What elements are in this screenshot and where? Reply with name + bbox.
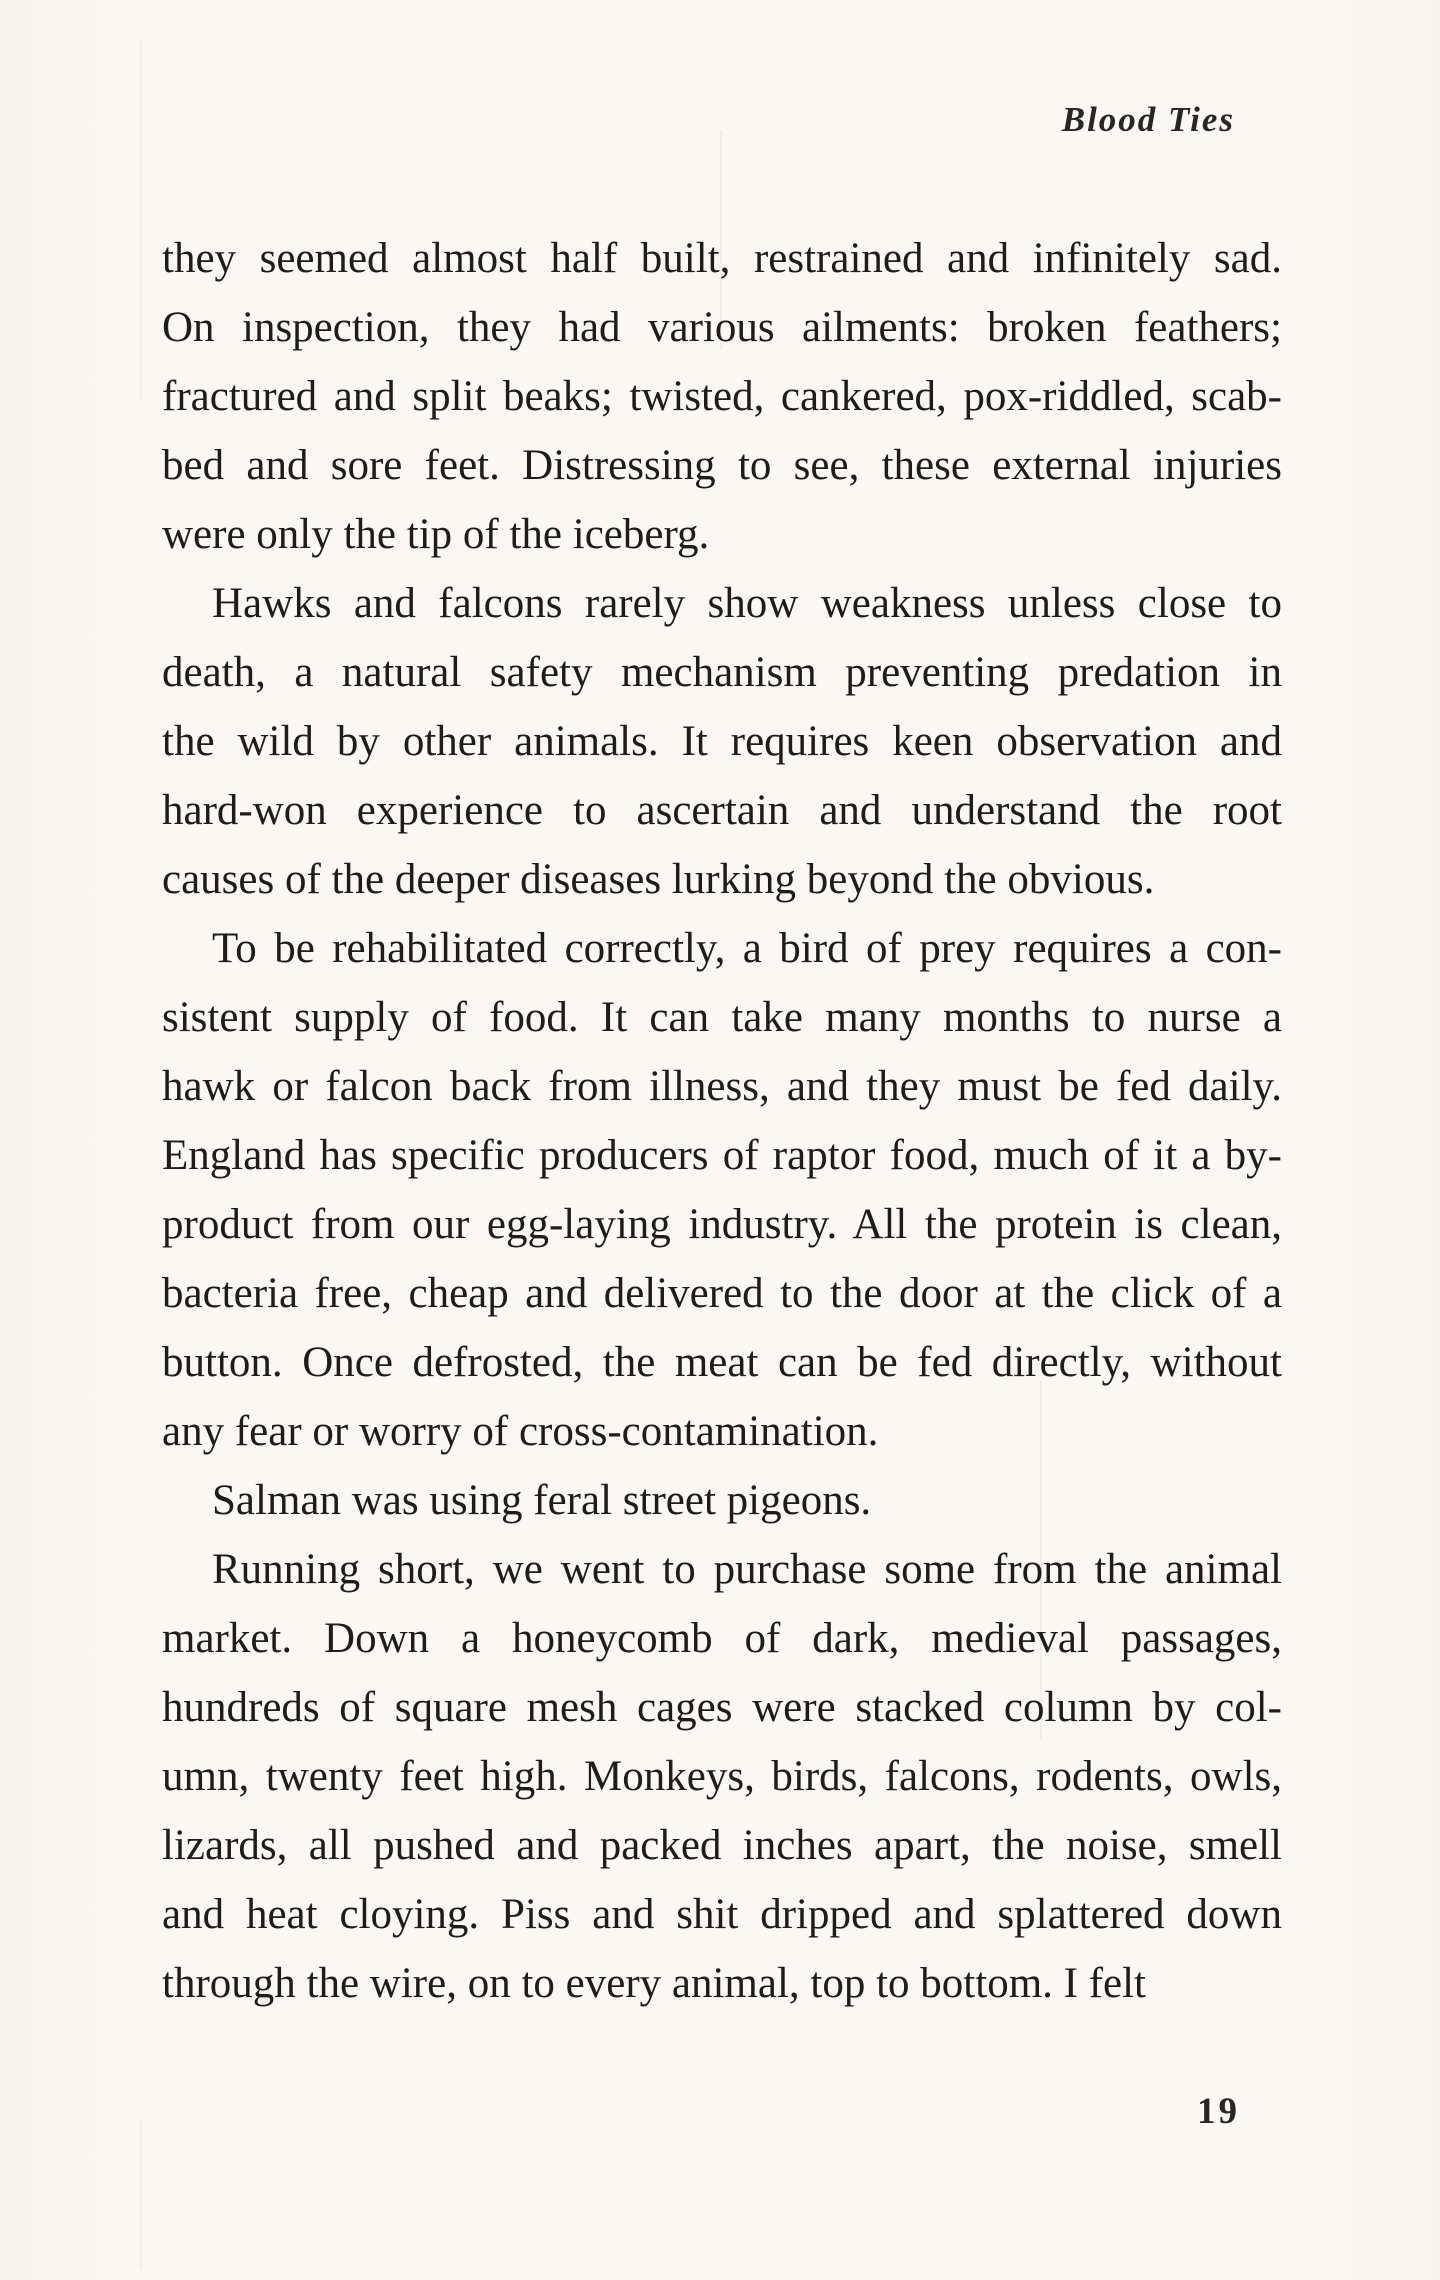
text-line: Salman was using feral street pigeons. bbox=[212, 1477, 872, 1524]
text-line: product from our egg-laying industry. All the protein is clean, bbox=[162, 1201, 1282, 1248]
text-line: causes of the deeper diseases lurking beyond the obvious. bbox=[162, 856, 1155, 903]
text-line: and heat cloying. Piss and shit dripped and splattered down bbox=[162, 1891, 1282, 1938]
text-line: hard-won experience to ascertain and understand the root bbox=[162, 787, 1282, 834]
text-line: any fear or worry of cross-contamination. bbox=[162, 1408, 879, 1455]
text-line: through the wire, on to every animal, top to bottom. I felt bbox=[162, 1960, 1147, 2007]
text-line: sistent supply of food. It can take many months to nurse a bbox=[162, 994, 1282, 1041]
text-line: On inspection, they had various ailments: broken feathers; bbox=[162, 304, 1282, 351]
text-line: market. Down a honeycomb of dark, medieval passages, bbox=[162, 1615, 1282, 1662]
text-line: bacteria free, cheap and delivered to the door at the click of a bbox=[162, 1270, 1282, 1317]
text-line: umn, twenty feet high. Monkeys, birds, falcons, rodents, owls, bbox=[162, 1753, 1282, 1800]
text-line: death, a natural safety mechanism preventing predation in bbox=[162, 649, 1282, 696]
paragraph bbox=[162, 1535, 1282, 2018]
running-head: Blood Ties bbox=[1061, 100, 1235, 139]
show-through-mark bbox=[140, 2120, 142, 2270]
text-line: they seemed almost half built, restrained and infinitely sad. bbox=[162, 235, 1282, 282]
text-line: the wild by other animals. It requires keen observation and bbox=[162, 718, 1282, 765]
text-line: Running short, we went to purchase some from the animal bbox=[212, 1546, 1282, 1593]
paragraph bbox=[162, 569, 1282, 914]
text-line: England has specific producers of raptor food, much of it a by- bbox=[162, 1132, 1282, 1179]
text-line: lizards, all pushed and packed inches apart, the noise, smell bbox=[162, 1822, 1282, 1869]
text-line: were only the tip of the iceberg. bbox=[162, 511, 710, 558]
paragraph bbox=[162, 914, 1282, 1466]
page-number: 19 bbox=[1197, 2091, 1240, 2132]
text-line: bed and sore feet. Distressing to see, these external injuries bbox=[162, 442, 1282, 489]
text-line: Hawks and falcons rarely show weakness unless close to bbox=[212, 580, 1282, 627]
text-line: hundreds of square mesh cages were stacked column by col- bbox=[162, 1684, 1282, 1731]
paragraph bbox=[162, 1466, 1282, 1535]
text-line: fractured and split beaks; twisted, cankered, pox-riddled, scab- bbox=[162, 373, 1282, 420]
text-line: hawk or falcon back from illness, and they must be fed daily. bbox=[162, 1063, 1282, 1110]
text-line: To be rehabilitated correctly, a bird of prey requires a con- bbox=[212, 925, 1282, 972]
body-text bbox=[162, 224, 1282, 2018]
paragraph bbox=[162, 224, 1282, 569]
show-through-mark bbox=[140, 40, 142, 400]
text-line: button. Once defrosted, the meat can be fed directly, without bbox=[162, 1339, 1282, 1386]
